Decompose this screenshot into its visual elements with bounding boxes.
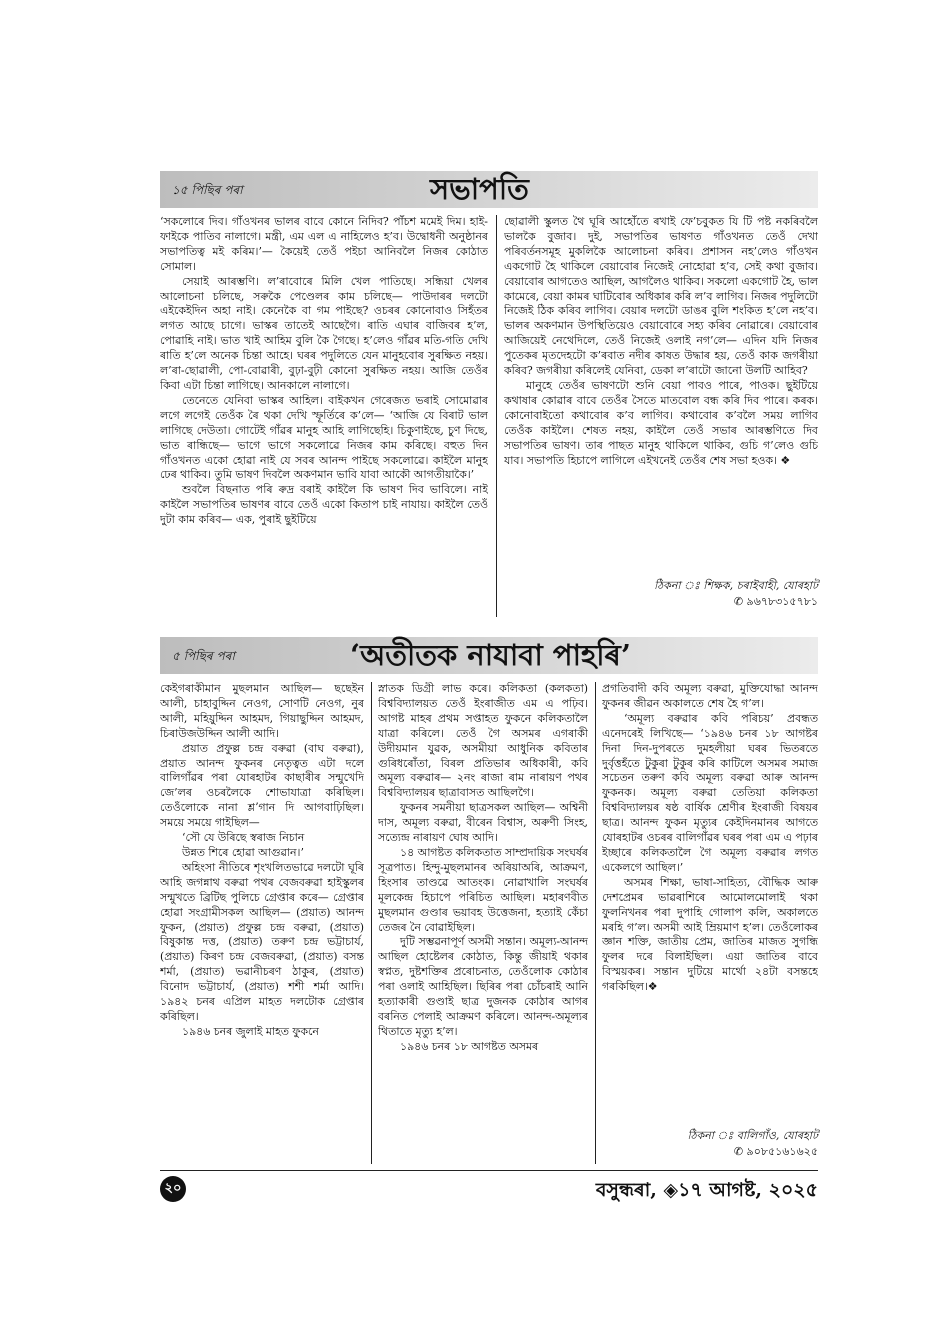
paragraph: সেয়াই আৰম্ভণি। ল’ৰাবোৰে মিলি খেল পাতিছে। সন্ধিয়া খেলৰ আলোচনা চলিছে, সৰুকৈ পেণ্ডেলৰ কাম চলিছে— পাউদাৰৰ দলটো এইকেইদিন অহা নাই। কেনেকৈ বা গম পাইছে? ওচৰৰ কোনোবাও সিহঁতৰ লগত আছে চাগে। ভাস্কৰ তাতেই আছেগৈ। ৰাতি এঘাৰ বাজিবৰ হ’ল, পোৱাহি নাই। ভাত খাই আহিম বুলি কৈ গৈছে। হ’লেও গাঁৱৰ মতি-গতি দেখি ৰাতি হ’লে অনেক চিন্তা আহে। ঘৰৰ পদুলিতে যেন মানুহবোৰ সুৰক্ষিত নহয়। ল’ৰা-ছোৱালী, পো-বোৱাৰী, বুঢ়া-বুঢ়ী কোনো সুৰক্ষিত নহয়। আজি তেওঁৰ কিবা এটা চিন্তা লাগিছে। আনকালে নালাগে। [160, 274, 488, 392]
article2-author-address: ঠিকনা ঃ বালিগাঁও, যোৰহাট [687, 1129, 818, 1142]
article1-author-address: ঠিকনা ঃ শিক্ষক, চৰাইবাহী, যোৰহাট [654, 579, 818, 592]
paragraph: প্ৰয়াত প্ৰফুল্ল চন্দ্ৰ বৰুৱা (বাঘ বৰুৱা), প্ৰয়াত আনন্দ ফুকনৰ নেতৃত্বত এটা দলে বালিগাঁৱৰ পৰা যোৰহাটৰ কাছাৰীৰ সন্মুখেদি জে’লৰ ওচৰলৈকে শোভাযাত্ৰা কৰিছিল। তেওঁলোকে নানা শ্লʼগান দি আগবাঢ়িছিল। সময়ে সময়ে গাইছিল— [160, 741, 364, 830]
column-divider [595, 682, 596, 1164]
article1-continued-label: ১৫ পিছিৰ পৰা [172, 183, 243, 197]
paragraph: শুবলৈ বিছনাত পৰি ৰুদ্ৰ বৰাই কাইলৈ কি ভাষণ দিব ভাবিলে। নাই কাইলৈ সভাপতিৰ ভাষণৰ বাবে তেওঁ একো কিতাপ চাই নাযায়। কাইলৈ তেওঁ দুটা কাম কৰিব— এক, পুৰাই ছুইটিয়ে [160, 483, 488, 527]
column-divider [496, 215, 497, 617]
paragraph: ‘সৌ যে উৰিছে স্বৰাজ নিচান [182, 831, 305, 845]
publication-dateline: বসুন্ধৰা, ◈১৭ আগষ্ট, ২০২৫ [595, 1179, 818, 1201]
article1-column-2 [504, 215, 818, 571]
paragraph: ‘সকলোৰে দিব। গাঁওখনৰ ভালৰ বাবে কোনে নিদিব? পাঁচশ মমেই দিম। হাই-ফাইকে পাতিব নালাগে। মন্ত্ৰী, এম এল এ নাহিলেও হ’ব। উদ্বোধনী অনুষ্ঠানৰ সভাপতিত্ব মই কৰিম।’— কৈয়েই তেওঁ পইচা আনিবলৈ নিজৰ কোঠাত সোমাল। [160, 215, 488, 273]
paragraph: ১৯৪৬ চনৰ জুলাই মাহত ফুকনে [182, 1024, 319, 1038]
paragraph: ছোৱালী স্কুলত থৈ ঘূৰি আহোঁতে ৰখাই ফে’চবুকত যি টি পষ্ট নকৰিবলৈ ভালকৈ বুজাব। দুই, সভাপতিৰ ভাষণত গাঁওখনত তেওঁ দেখা পৰিবৰ্তনসমূহ মুকলিকৈ আলোচনা কৰিব। প্ৰশাসন নহ’লেও গাঁওখন একগোট হৈ থাকিলে বেয়াবোৰ নিজেই নোহোৱা হ’ব, সেই কথা বুজাব। বেয়াবোৰ আগতেও আছিল, আগলৈও থাকিব। সকলো একগোট হৈ, ভাল কামেৰে, বেয়া কামৰ ঘাটিবোৰ অধিকাৰ কৰি ল’ব লাগিব। নিজৰ পদুলিটো নিজেই ঠিক কৰিব লাগিব। বেয়াৰ দলটো ডাঙৰ বুলি শংকিত হ’লে নহ’ব। ভালৰ অকণমান উপস্থিতিয়েও বেয়াবোৰে সহ্য কৰিব নোৱাৰে। বেয়াবোৰ আজিয়েই নেথেদিলে, তেওঁ নিজেই ওলাই নগ’লে— এদিন যদি নিজৰ পুতেকৰ মৃতদেহটো ক’ৰবাত নদীৰ কাষত উদ্ধাৰ হয়, তেওঁ কাক জগৰীয়া কৰিব? জগৰীয়া কৰিলেই যেনিবা, ডেকা ল’ৰাটো জানো উলটি আহিব? [504, 215, 818, 378]
article1-column-1 [160, 215, 488, 617]
paragraph: ‘অমূল্য বৰুৱাৰ কবি পৰিচয়’ প্ৰবন্ধত এনেদৰেই লিখিছে— ‘১৯৪৬ চনৰ ১৮ আগষ্টৰ দিনা দিন-দুপৰতে দুমহলীয়া ঘৰৰ ভিতৰতে দুৰ্বৃত্তহঁতে টুকুৰা টুকুৰ কৰি কাটিলে অসমৰ সমাজ সচেতন তৰুণ কবি অমূল্য বৰুৱা আৰু আনন্দ ফুকনক। অমূল্য বৰুৱা তেতিয়া কলিকতা বিশ্ববিদ্যালয়ৰ ষষ্ঠ বাৰ্ষিক শ্ৰেণীৰ ইংৰাজী বিষয়ৰ ছাত্ৰ। আনন্দ ফুকন মৃত্যুৰ কেইদিনমানৰ আগতে যোৰহাটৰ ওচৰৰ বালিগাঁৱৰ ঘৰৰ পৰা এম এ পঢ়াৰ ইচ্ছাৰে কলিকতালৈ গৈ অমূল্য বৰুৱাৰ লগত একেলগে আছিল।’ [602, 711, 818, 874]
article1-signature-block [504, 578, 818, 610]
paragraph: ১৯৪৬ চনৰ ১৮ আগষ্টত অসমৰ [400, 1039, 539, 1053]
paragraph: কেইগৰাকীমান মুছলমান আছিল— ছছেইন আলী, চাহাবুদ্দিন নেওগ, সোণটি নেওগ, নুৰ আলী, মহিয়ুদ্দিন আহমদ, গিয়াছুদ্দিন আহমদ, চিৰাউজউদ্দিন আলী আদি। [160, 682, 364, 740]
paragraph: ফুকনৰ সমনীয়া ছাত্ৰসকল আছিল— অশ্বিনী দাস, অমূল্য বৰুৱা, বীৰেন বিশ্বাস, অৰুণী সিংহ, সত্যেন্দ্ৰ নাৰায়ণ ঘোষ আদি। [378, 801, 588, 845]
article2-header [160, 637, 818, 674]
article1-title: সভাপতি [430, 172, 529, 206]
paragraph: মানুহে তেওঁৰ ভাষণটো শুনি বেয়া পাবও পাৰে, পাওক। ছুইটিয়ে কথাষাৰ কোৱাৰ বাবে তেওঁৰ সৈতে মাতবোল বন্ধ কৰি দিব পাৰে। কৰক। কোনোবাইতো কথাবোৰ ক’ব লাগিব। কথাবোৰ ক’বলৈ সময় লাগিব তেওঁক কাইলৈ। শেষত নহয়, কাইলৈ তেওঁ সভাৰ আৰম্ভণিতে দিব সভাপতিৰ ভাষণ। তাৰ পাছত মানুহ থাকিলে থাকিব, গুচি গ’লেও গুচি যাব। সভাপতি হিচাপে লাগিলে এইখনেই তেওঁৰ শেষ সভা হওক। ❖ [504, 378, 818, 467]
page-number: ২০ [160, 1176, 186, 1202]
column-divider [371, 682, 372, 1164]
paragraph: স্নাতক ডিগ্ৰী লাভ কৰে। কলিকতা (কলকতা) বিশ্ববিদ্যালয়ত তেওঁ ইংৰাজীত এম এ পঢ়িব। আগষ্ট মাহৰ প্ৰথম সপ্তাহত ফুকনে কলিকতালৈ যাত্ৰা কৰিলে। তেওঁ গৈ অসমৰ এগৰাকী উদীয়মান যুৱক, অসমীয়া আধুনিক কবিতাৰ গুৰিধৰোঁতা, বিৰল প্ৰতিভাৰ অধিকাৰী, কবি অমূল্য বৰুৱাৰ— ২নং ৰাজা ৰাম নাৰায়ণ পথৰ বিশ্ববিদ্যালয়ৰ ছাত্ৰাবাসত আছিলগৈ। [378, 682, 588, 800]
article1-header [160, 171, 818, 208]
paragraph: অসমৰ শিক্ষা, ভাষা-সাহিত্য, বৌদ্ধিক আৰু দেশপ্ৰেমৰ ভাৱৰাশিৰে আমোলমোলাই থকা ফুলনিখনৰ পৰা দুপাহি গোলাপ কলি, অকালতে মৰহি গ’ল। অসমী আই ম্ৰিয়মাণ হ’ল। তেওঁলোকৰ জ্ঞান শক্তি, জাতীয় প্ৰেম, জাতিৰ মাজত সুগন্ধি ফুলৰ দৰে বিলাইছিল। এয়া জাতিৰ বাবে বিস্ময়কৰ। সন্তান দুটিয়ে মাৰ্থো ২৪টা বসন্তহে গৰকিছিল।❖ [602, 875, 818, 994]
footer-rule [160, 1170, 818, 1171]
paragraph: দুটি সম্ভৱনাপূৰ্ণ অসমী সন্তান। অমূল্য-আনন্দ আছিল হোষ্টেলৰ কোঠাত, কিন্তু জীয়াই থকাৰ স্বপ্নত, দুষ্টশক্তিৰ প্ৰৰোচনাত, তেওঁলোক কোঠাৰ পৰা ওলাই আহিছিল। ছিৰিৰ পৰা চোঁচৰাই আনি হত্যাকাৰী গুণ্ডাই ছাত্ৰ দুজনক কোঠাৰ আগৰ বৰনিত পেলাই আক্ৰমণ কৰিলে। আনন্দ-অমূল্যৰ থিতাতে মৃত্যু হ’ল। [378, 935, 588, 1038]
paragraph: তেনেতে যেনিবা ভাস্কৰ আহিল। বাইকখন গেৰেজত ভৰাই সোমোৱাৰ লগে লগেই তেওঁক ৰৈ থকা দেখি স্ফূৰ্তিৰে ক’লে— ‘আজি যে বিৰাট ভাল লাগিছে দেউতা। গোটেই গাঁৱৰ মানুহ আহি লাগিছেহি। চিকুণাইছে, চুণ দিছে, ভাত ৰান্ধিছে— ভাগে ভাগে সকলোৱে নিজৰ কাম কৰিছে। বহুত দিন গাঁওখনত একো হোৱা নাই যে সবৰ আনন্দ পাইছে সকলোৱে। কাইলৈ মানুহ ঢেৰ থাকিব। তুমি ভাষণ দিবলৈ অকণমান ভাবি যাবা আকৌ আগতীয়াকৈ।’ [160, 393, 488, 482]
paragraph: উন্নত শিৰে হোৱা আগুৱান।’ [182, 845, 304, 859]
article1-phone: ✆ ৯৬৭৮৩১৫৭৮১ [733, 595, 818, 608]
paragraph: প্ৰগতিবাদী কবি অমূল্য বৰুৱা, মুক্তিযোদ্ধা আনন্দ ফুকনৰ জীৱন অকালতে শেষ হৈ গ’ল। [602, 682, 818, 710]
paragraph: অহিংসা নীতিৰে শৃংখলিতভাৱে দলটো ঘূৰি আহি জগন্নাথ বৰুৱা পথৰ বেজবৰুৱা হাইস্কুলৰ সন্মুখতে ব্ৰিটিছ পুলিচে গ্ৰেপ্তাৰ কৰে— গ্ৰেপ্তাৰ হোৱা সংগ্ৰামীসকল আছিল— (প্ৰয়াত) আনন্দ ফুকন, (প্ৰয়াত) প্ৰফুল্ল চন্দ্ৰ বৰুৱা, (প্ৰয়াত) বিষুকান্ত দত্ত, (প্ৰয়াত) তৰুণ চন্দ্ৰ ভট্টাচাৰ্য, (প্ৰয়াত) কিৰণ চন্দ্ৰ বেজবৰুৱা, (প্ৰয়াত) বসন্ত শৰ্মা, (প্ৰয়াত) ভৱানীচৰণ ঠাকুৰ, (প্ৰয়াত) বিনোদ ভট্টাচাৰ্য, (প্ৰয়াত) শশী শৰ্মা আদি। ১৯৪২ চনৰ এপ্ৰিল মাহত দলটোক গ্ৰেপ্তাৰ কৰিছিল। [160, 860, 364, 1023]
article2-column-3 [602, 682, 818, 1122]
article2-phone: ✆ ৯০৮৫১৬১৬২৫ [733, 1145, 818, 1158]
article2-column-2 [378, 682, 588, 1164]
paragraph: ১৪ আগষ্টত কলিকতাত সাম্প্ৰদায়িক সংঘৰ্ষৰ সূত্ৰপাত। হিন্দু-মুছলমানৰ অৰিয়াঅৰি, আক্ৰমণ, হিংসাৰ তাণ্ডৱে আতংক। নোৱাখালি সংঘৰ্ষৰ মূলকেন্দ্ৰ হিচাপে পৰিচিত আছিল। মহাৰণবীত মুছলমান গুণ্ডাৰ ভয়াবহ উত্তেজনা, হত্যাই কেঁচা তেজৰ নৈ বোৱাইছিল। [378, 845, 588, 934]
article2-column-1 [160, 682, 364, 1164]
article2-continued-label: ৫ পিছিৰ পৰা [172, 649, 235, 663]
article2-signature-block [602, 1128, 818, 1160]
article2-title: ‘অতীতক নাযাবা পাহৰি’ [350, 638, 631, 672]
